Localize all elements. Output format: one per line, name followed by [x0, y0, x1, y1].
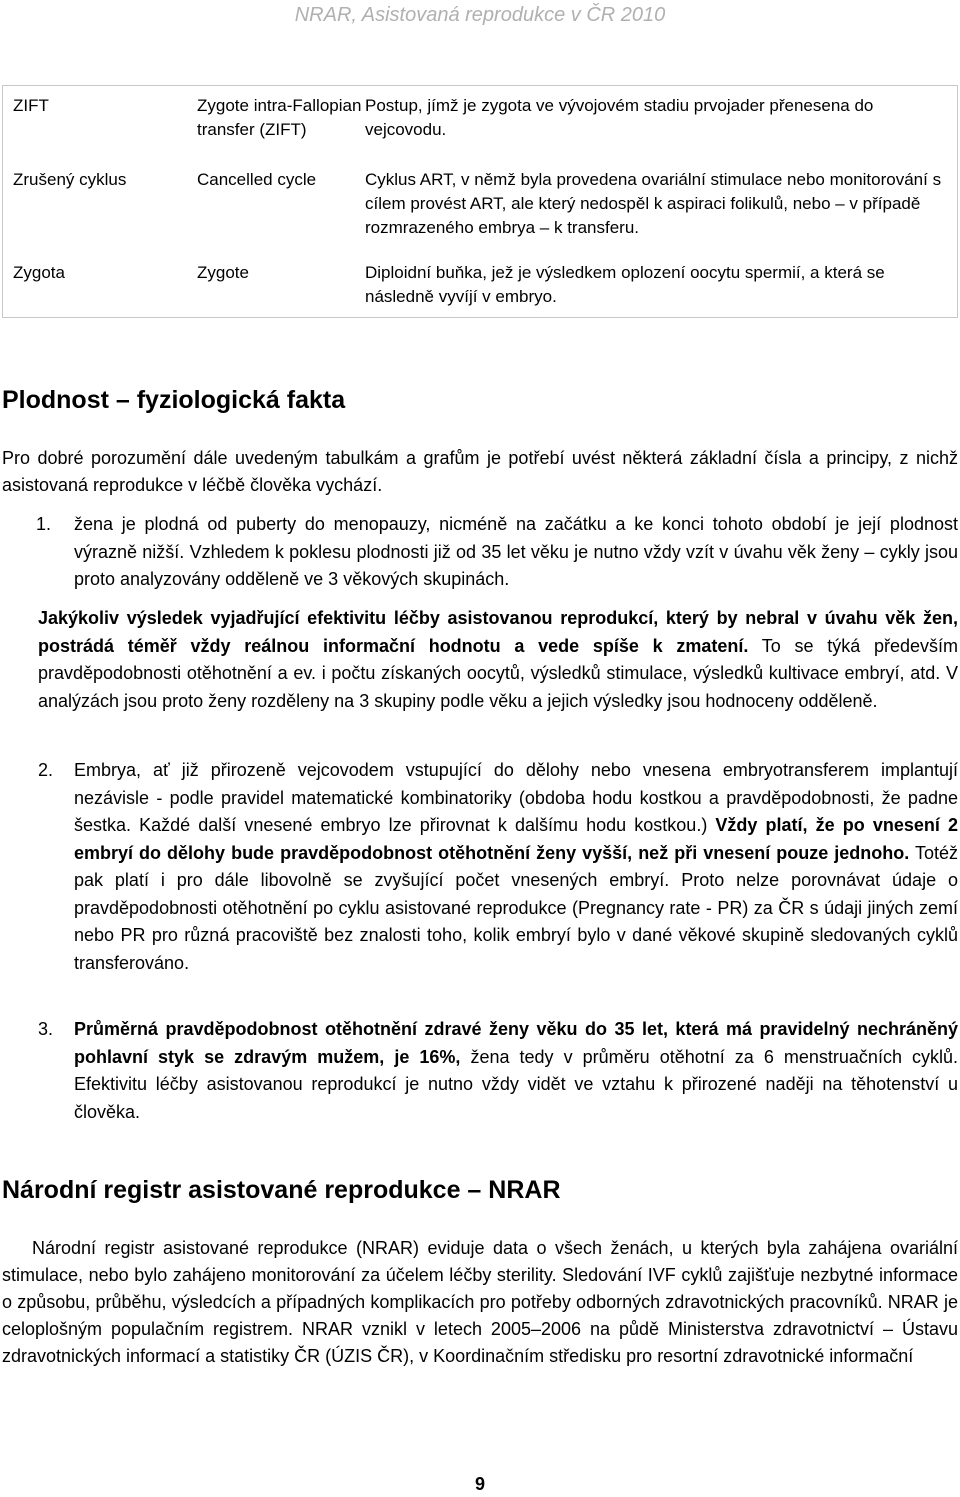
table-row [3, 86, 958, 169]
section-heading-nrar: Národní registr asistované reprodukce – NRAR [2, 1176, 561, 1204]
list-item-text: žena tedy v průměru otěhotní za 6 menstruačních cyklů. Efektivitu léčby asistovanou reprodukcí je nutno vždy vidět ve vztahu k přirozené naději na těhotenství u člověka. [74, 1046, 959, 1122]
term-definition: Cyklus ART, v němž byla provedena ovariální stimulace nebo monitorování s cílem provést ART, ale který nedospěl k aspiraci folikulů, nebo – v případě rozmrazeného embrya – k transferu. [365, 170, 942, 237]
term-definition: Postup, jímž je zygota ve vývojovém stadiu prvojader přenesena do vejcovodu. [365, 96, 874, 139]
emphasis-text: Jakýkoliv výsledek vyjadřující efektivitu léčby asistovanou reprodukcí, který by nebral v úvahu věk žen, postrádá téměř vždy reálnou informační hodnotu a vede spíše k zmatení. [38, 608, 958, 656]
list-item-text: Embrya, ať již přirozeně vejcovodem vstupující do dělohy nebo vnesena embryotransferem implantují nezávisle - podle pravidel matematické kombinatoriky (obdoba hodu kostkou a pravděpodobnosti, že padne šestka. Každé další vnesené embryo lze přirovnat k dalšímu hodu kostkou.) [74, 760, 958, 835]
list-number: 2. [38, 760, 54, 780]
emphasis-text: Průměrná pravděpodobnost otěhotnění zdravé ženy věku do 35 let, která má pravidelný nechráněný pohlavní styk se zdravým mužem, je 16%, [74, 1019, 958, 1067]
table-row [3, 168, 958, 261]
term-czech: ZIFT [13, 96, 49, 115]
table-row [3, 261, 958, 318]
list-item-3 [74, 1016, 958, 1126]
intro-paragraph: Pro dobré porozumění dále uvedeným tabulkám a grafům je potřebí uvést některá základní čísla a principy, z nichž asistovaná reprodukce v léčbě člověka vychází. [2, 448, 958, 495]
term-czech: Zygota [13, 263, 65, 282]
page-number: 9 [474, 1474, 485, 1494]
list-item-text: žena je plodná od puberty do menopauzy, nicméně na začátku a ke konci tohoto období je její plodnost výrazně nižší. [74, 514, 958, 562]
glossary-table [2, 85, 958, 318]
term-english: Zygote intra-Fallopian transfer (ZIFT) [197, 96, 362, 139]
emphasis-text: Vždy platí, že po vnesení 2 embryí do dělohy bude pravděpodobnost otěhotnění ženy vyšší, než při vnesení pouze jednoho. [74, 815, 958, 863]
list-item-2 [74, 757, 958, 977]
nrar-paragraph: Národní registr asistované reprodukce (NRAR) eviduje data o všech ženách, u kterých byla zahájena ovariální stimulace, nebo bylo zahájeno monitorování za účelem léčby sterility. Sledování IVF cyklů zajišťuje nezbytné informace o způsobu, průběhu, výsledcích a případných komplikacích pro potřeby odborných zdravotnických pracovníků. NRAR je celoplošným populačním registrem. NRAR vznikl v letech 2005–2006 na půdě Ministerstva zdravotnictví – Ústavu zdravotnických informací a statistiky ČR (ÚZIS ČR), v Koordinačním středisku pro resortní zdravotnické informační [2, 1238, 958, 1366]
list-number: 1. [36, 514, 52, 534]
term-definition: Diploidní buňka, jež je výsledkem oplození oocytu spermií, a která se následně vyvíjí v embryo. [365, 263, 885, 306]
list-item-text: Vzhledem k poklesu plodnosti již od 35 let věku je nutno vždy vzít v úvahu věk ženy – cykly jsou proto analyzovány odděleně ve 3 věkových skupinách. [74, 541, 958, 589]
term-english: Zygote [197, 263, 249, 282]
running-header: NRAR, Asistovaná reprodukce v ČR 2010 [294, 4, 666, 26]
term-english: Cancelled cycle [197, 170, 317, 189]
list-item-1-detail [38, 605, 958, 715]
term-czech: Zrušený cyklus [13, 170, 127, 189]
list-item-text: Totéž pak platí i pro dále libovolně se zvyšující počet vnesených embryí. Proto nelze porovnávat údaje o pravděpodobnosti otěhotnění po cyklu asistované reprodukce (Pregnancy rate - PR) za ČR s údaji jiných zemí nebo PR pro různá pracoviště bez znalosti toho, kolik embryí bylo v dané věkové skupině sledovaných cyklů transferováno. [74, 842, 958, 973]
section-heading-fertility: Plodnost – fyziologická fakta [2, 386, 346, 414]
list-item-1-intro [74, 511, 958, 594]
list-item-text: To se týká především pravděpodobnosti otěhotnění a ev. i počtu získaných oocytů, výsledků stimulace, výsledků kultivace embryí, atd. V analýzách jsou proto ženy rozděleny na 3 skupiny podle věku a jejich výsledky jsou hodnoceny odděleně. [38, 635, 959, 711]
list-number: 3. [38, 1019, 54, 1039]
